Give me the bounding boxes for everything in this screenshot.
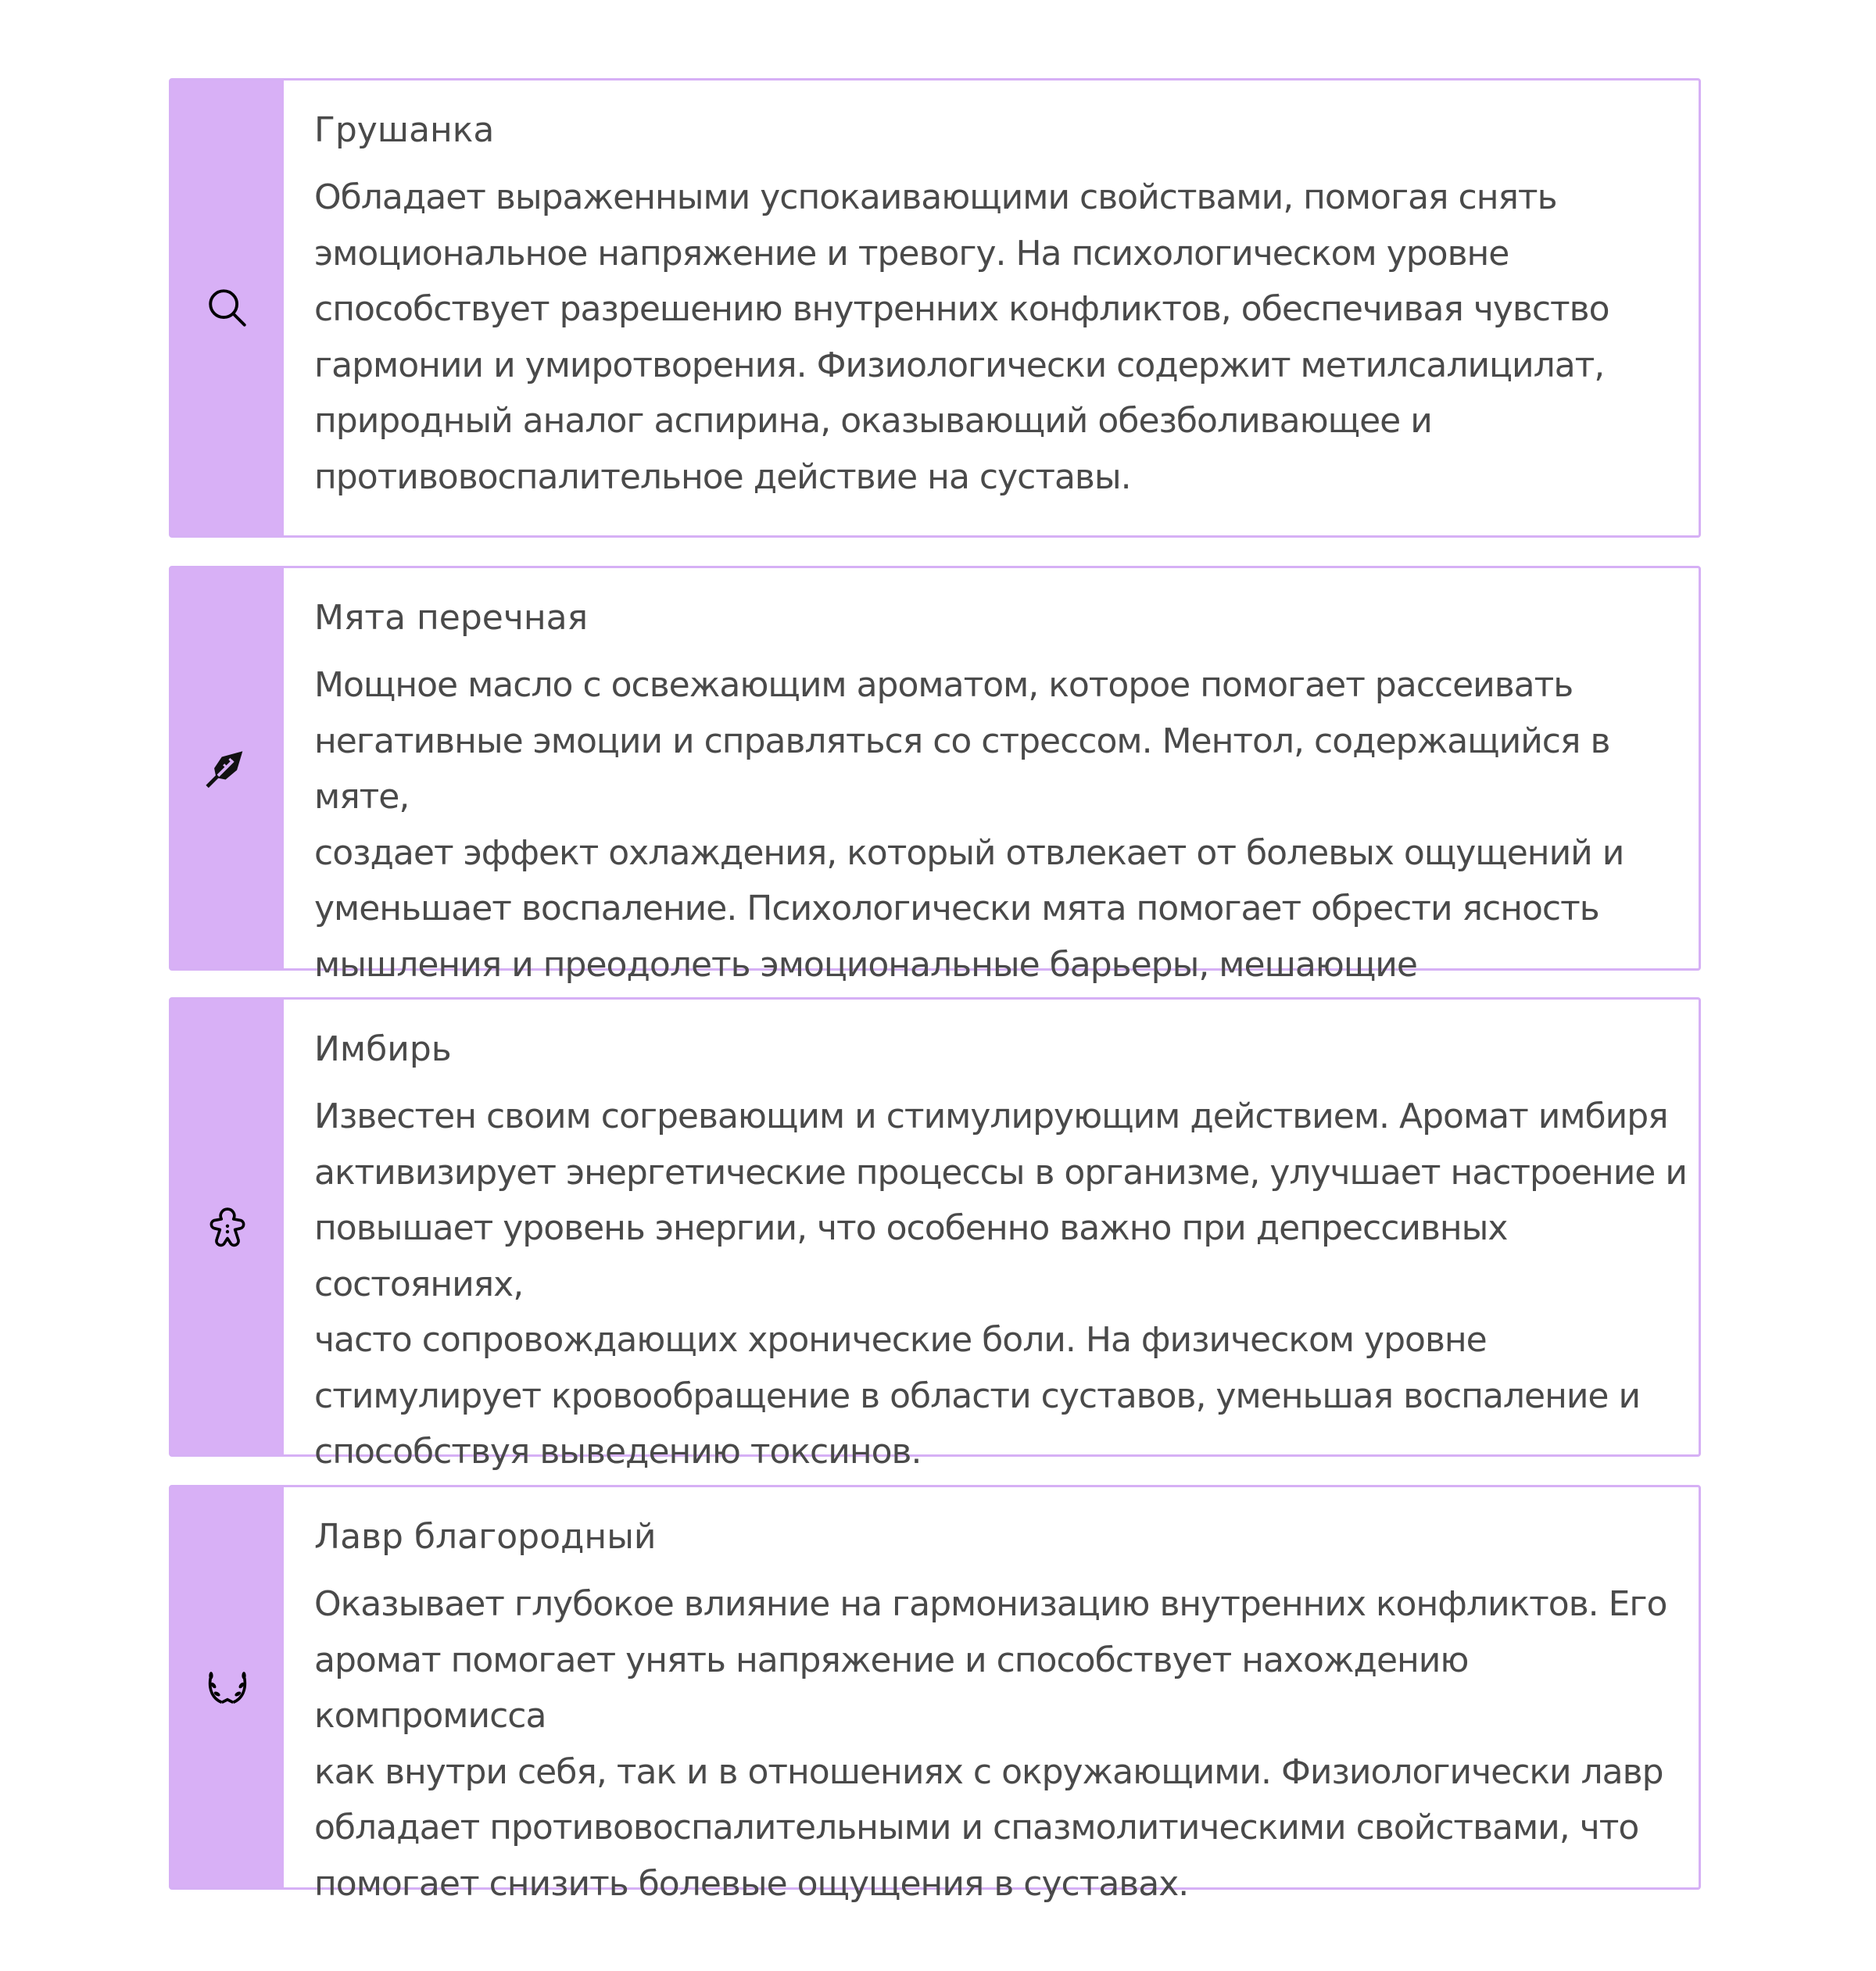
card-description: Мощное масло с освежающим ароматом, которое помогает рассеивать негативные эмоции и справляться со стрессом. Ментол, содержащийся в мяте, создает эффект охлаждения, который отвлекает от болевых ощущений и уменьшает воспаление. Психологически мята помогает обрести ясность мышления и преодолеть эмоциональные барьеры, мешающие xyxy=(314,665,1624,985)
card-icon-panel xyxy=(171,568,284,968)
card-description: Обладает выраженными успокаивающими свойствами, помогая снять эмоциональное напряжение и тревогу. На психологическом уровне способствует разрешению внутренних конфликтов, обеспечивая чувство гармонии и умиротворения. Физиологически содержит метилсалицилат, природный аналог аспирина, оказывающий обезболивающее и противовоспалительное действие на суставы. xyxy=(314,177,1609,497)
card-body xyxy=(314,1000,1699,1472)
card-peppermint xyxy=(169,566,1701,985)
card-title: Мята перечная xyxy=(314,598,589,638)
card-body xyxy=(314,80,1699,535)
card-body xyxy=(314,1487,1699,1904)
card-icon-panel xyxy=(171,80,284,535)
card-ginger xyxy=(169,997,1701,1472)
card-icon-panel xyxy=(171,1487,284,1887)
laurel-icon xyxy=(205,1665,250,1710)
card-wintergreen xyxy=(169,78,1701,538)
card-title: Лавр благородный xyxy=(314,1517,657,1557)
card-title: Грушанка xyxy=(314,110,495,150)
card-laurel xyxy=(169,1485,1701,1904)
card-description: Известен своим согревающим и стимулирующим действием. Аромат имбиря активизирует энергетические процессы в организме, улучшает настроение и повышает уровень энергии, что особенно важно при депрессивных состояниях, часто сопровождающих хронические боли. На физическом уровне стимулирует кровообращение в области суставов, уменьшая воспаление и способствуя выведению токсинов. xyxy=(314,1096,1687,1472)
card-description: Оказывает глубокое влияние на гармонизацию внутренних конфликтов. Его аромат помогает унять напряжение и способствует нахождению компромисса как внутри себя, так и в отношениях с окружающими. Физиологически лавр обладает противовоспалительными и спазмолитическими свойствами, что помогает снизить болевые ощущения в суставах. xyxy=(314,1584,1667,1904)
card-icon-panel xyxy=(171,1000,284,1454)
gingerbread-icon xyxy=(205,1204,250,1250)
card-body xyxy=(314,568,1699,985)
search-icon xyxy=(205,285,250,331)
card-title: Имбирь xyxy=(314,1029,452,1069)
leaf-icon xyxy=(205,746,250,791)
